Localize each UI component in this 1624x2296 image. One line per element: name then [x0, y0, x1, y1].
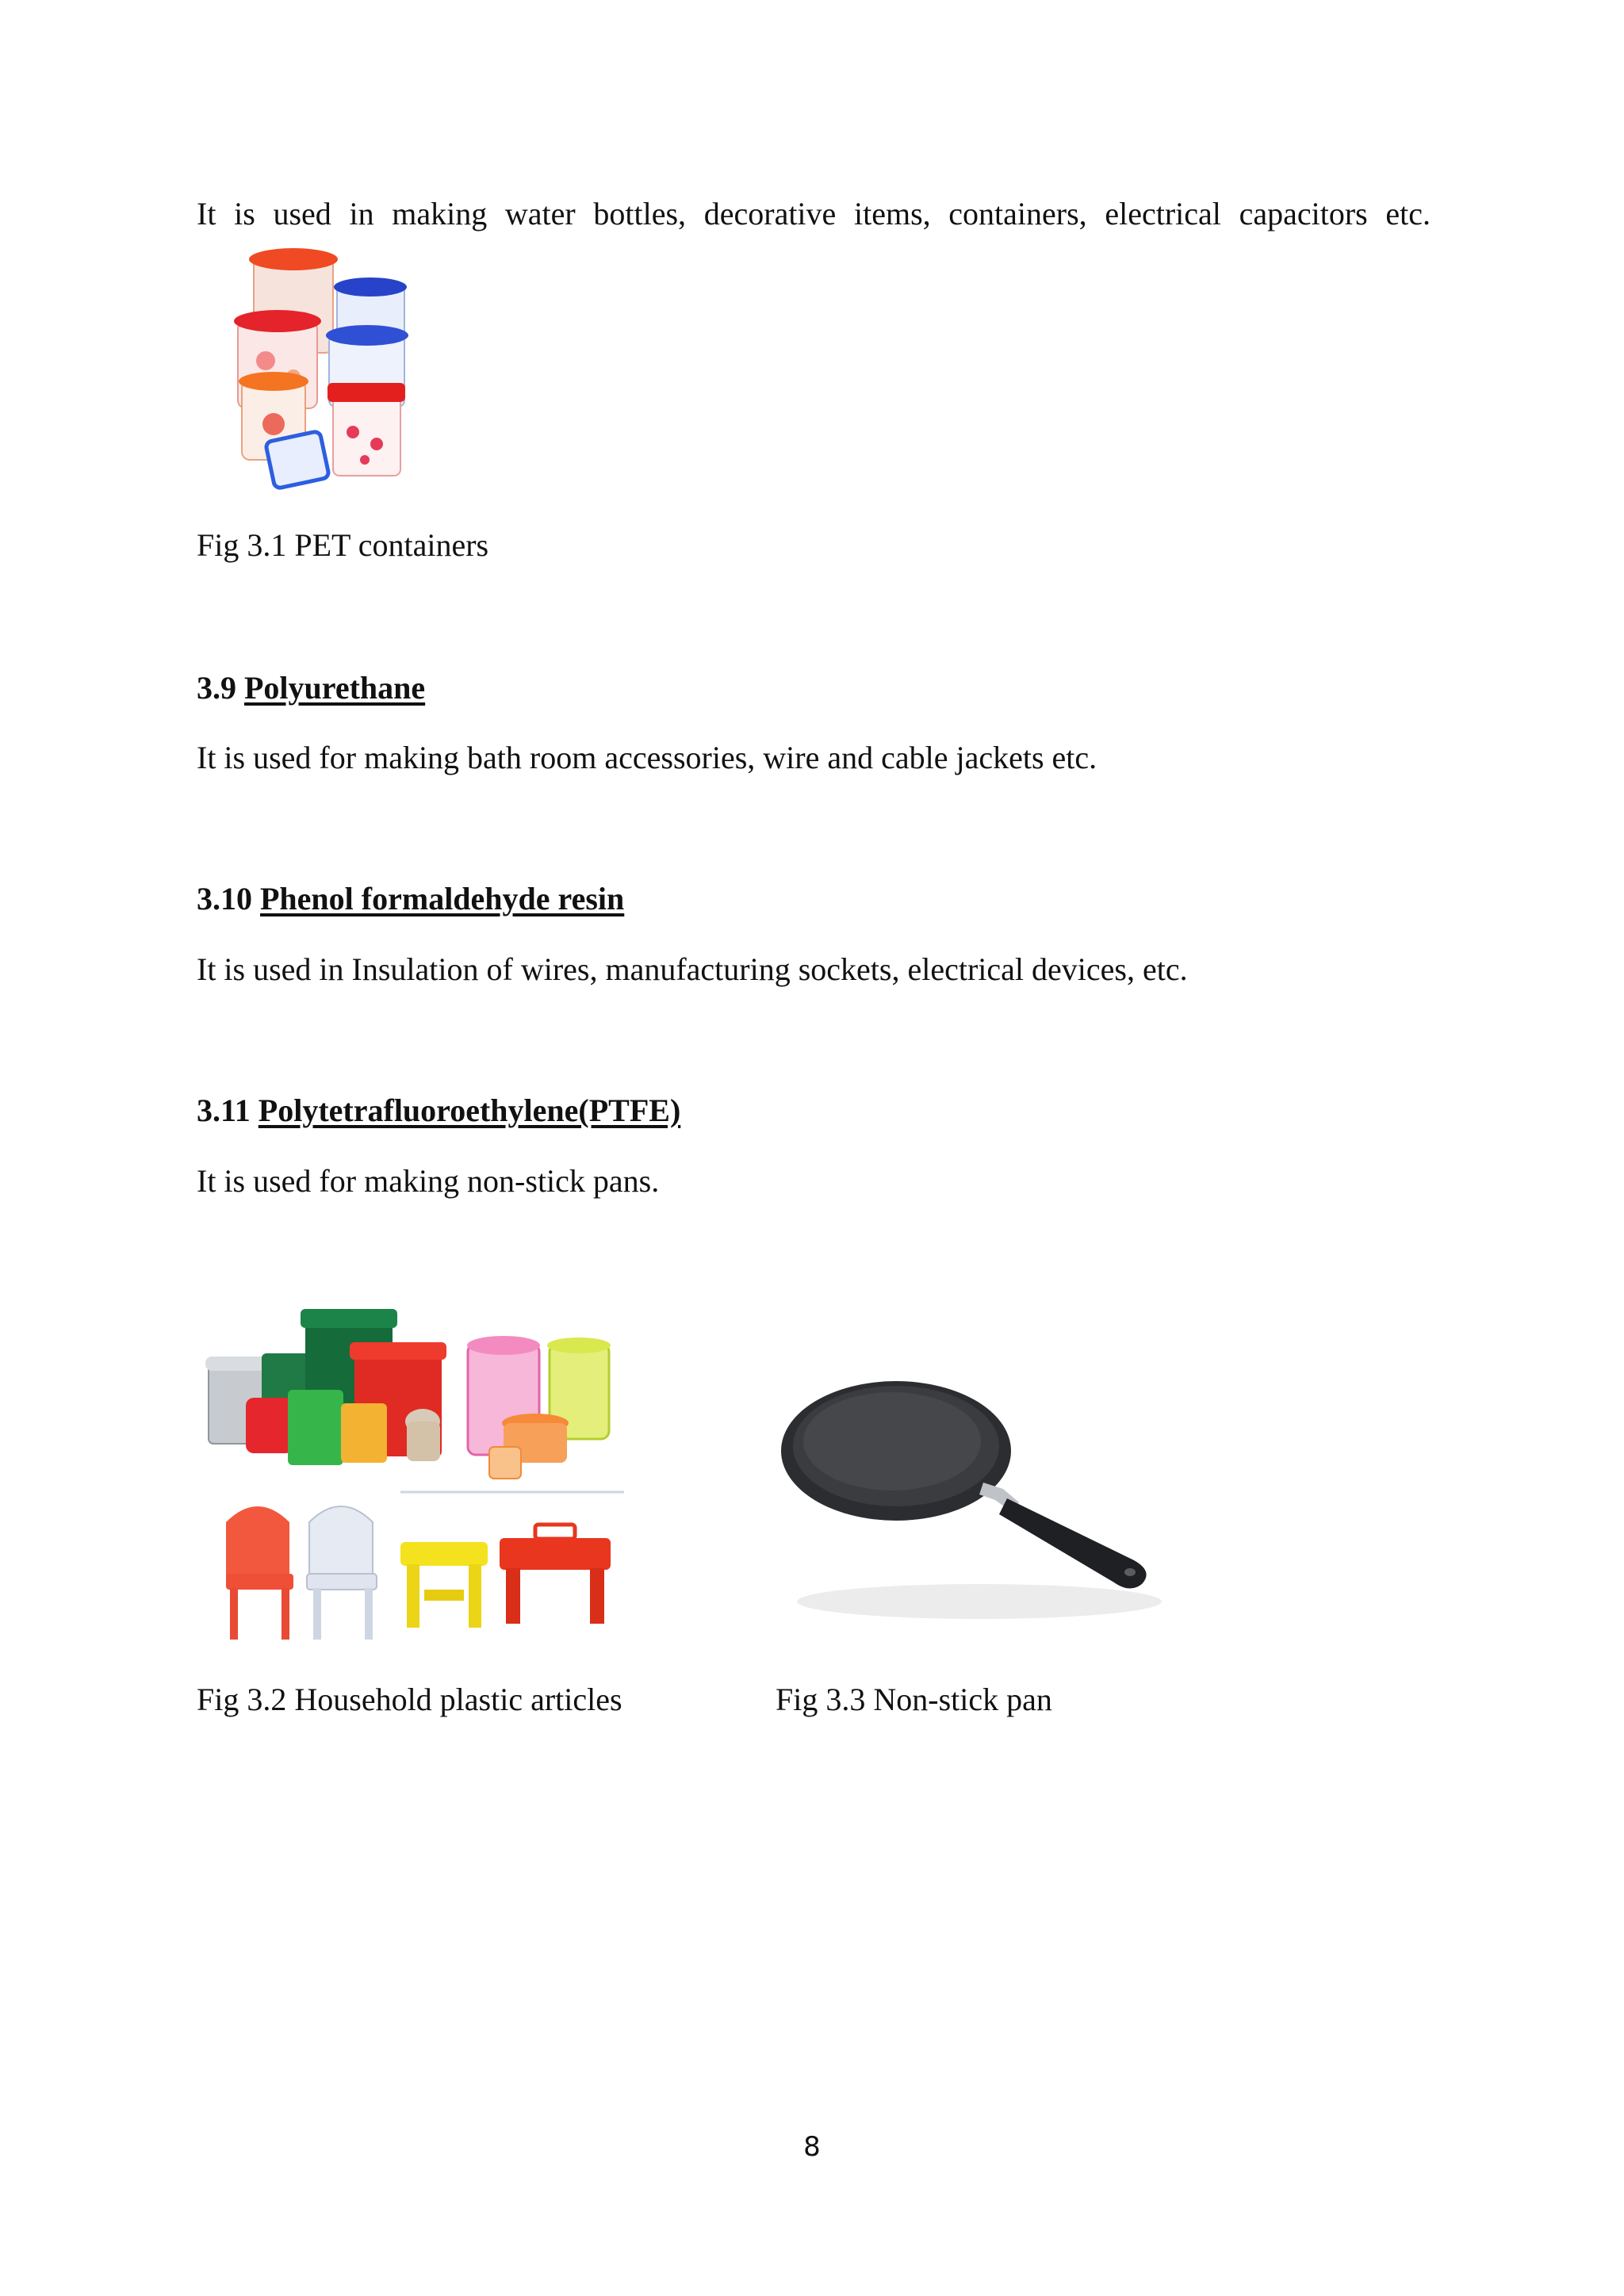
heading-number: 3.9 — [197, 670, 236, 706]
pet-containers-image — [226, 242, 424, 496]
heading-phenol-formaldehyde — [197, 880, 624, 918]
fig-3-2-caption: Fig 3.2 Household plastic articles — [197, 1682, 622, 1717]
fig-3-3-caption: Fig 3.3 Non-stick pan — [776, 1682, 1052, 1717]
household-plastic-articles-image — [202, 1304, 630, 1645]
non-stick-pan-image — [781, 1364, 1178, 1625]
heading-title: Polyurethane — [244, 670, 426, 706]
heading-title: Phenol formaldehyde resin — [260, 881, 625, 916]
heading-number: 3.10 — [197, 881, 252, 916]
heading-number: 3.11 — [197, 1093, 251, 1128]
pet-uses-paragraph: It is used in making water bottles, decorative items, containers, electrical capacitors etc. — [197, 196, 1431, 232]
ptfe-uses-paragraph: It is used for making non-stick pans. — [197, 1163, 660, 1199]
heading-polyurethane — [197, 669, 425, 707]
fig-3-1-caption: Fig 3.1 PET containers — [197, 527, 489, 563]
page-number: 8 — [803, 2131, 821, 2163]
phenol-uses-paragraph: It is used in Insulation of wires, manufacturing sockets, electrical devices, etc. — [197, 951, 1188, 987]
heading-ptfe — [197, 1092, 680, 1130]
polyurethane-uses-paragraph: It is used for making bath room accessories, wire and cable jackets etc. — [197, 740, 1097, 775]
heading-title: Polytetrafluoroethylene(PTFE) — [258, 1093, 681, 1128]
